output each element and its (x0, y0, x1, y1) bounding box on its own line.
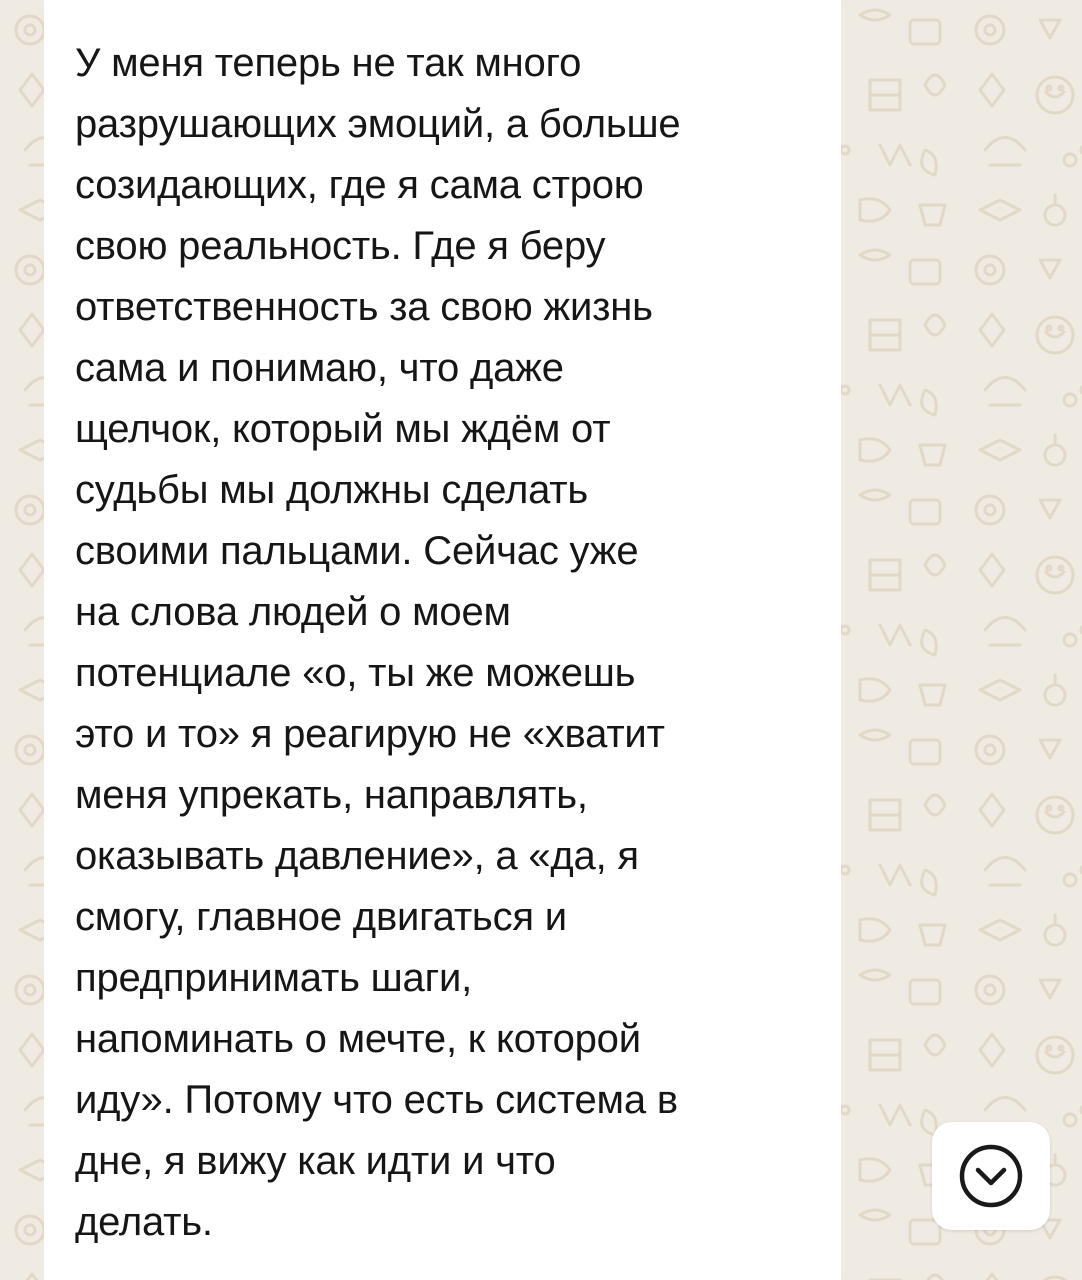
message-line: напоминать о мечте, к которой (75, 1017, 641, 1061)
message-line: смогу, главное двигаться и (75, 895, 567, 939)
message-line: иду». Потому что есть система в (75, 1078, 678, 1122)
message-line: оказывать давление», а «да, я (75, 834, 639, 878)
chevron-down-circle-icon (958, 1143, 1024, 1209)
message-line: дне, я вижу как идти и что (75, 1139, 556, 1183)
message-line: предпринимать шаги, (75, 956, 473, 1000)
message-line: разрушающих эмоций, а больше (75, 102, 681, 146)
message-line: ответственность за свою жизнь (75, 285, 653, 329)
message-line: созидающих, где я сама строю (75, 163, 644, 207)
message-line: на слова людей о моем (75, 590, 511, 634)
message-line: щелчок, который мы ждём от (75, 407, 611, 451)
message-line: это и то» я реагирую не «хватит (75, 712, 665, 756)
message-line: своими пальцами. Сейчас уже (75, 529, 639, 573)
message-line: сама и понимаю, что даже (75, 346, 564, 390)
message-line: делать. (75, 1200, 213, 1244)
message-line: потенциале «о, ты же можешь (75, 651, 636, 695)
message-line: судьбы мы должны сделать (75, 468, 589, 512)
message-line: свою реальность. Где я беру (75, 224, 606, 268)
message-line: меня упрекать, направлять, (75, 773, 588, 817)
scroll-to-bottom-button[interactable] (932, 1122, 1050, 1230)
message-text (75, 33, 835, 1253)
message-line: У меня теперь не так много (75, 41, 582, 85)
